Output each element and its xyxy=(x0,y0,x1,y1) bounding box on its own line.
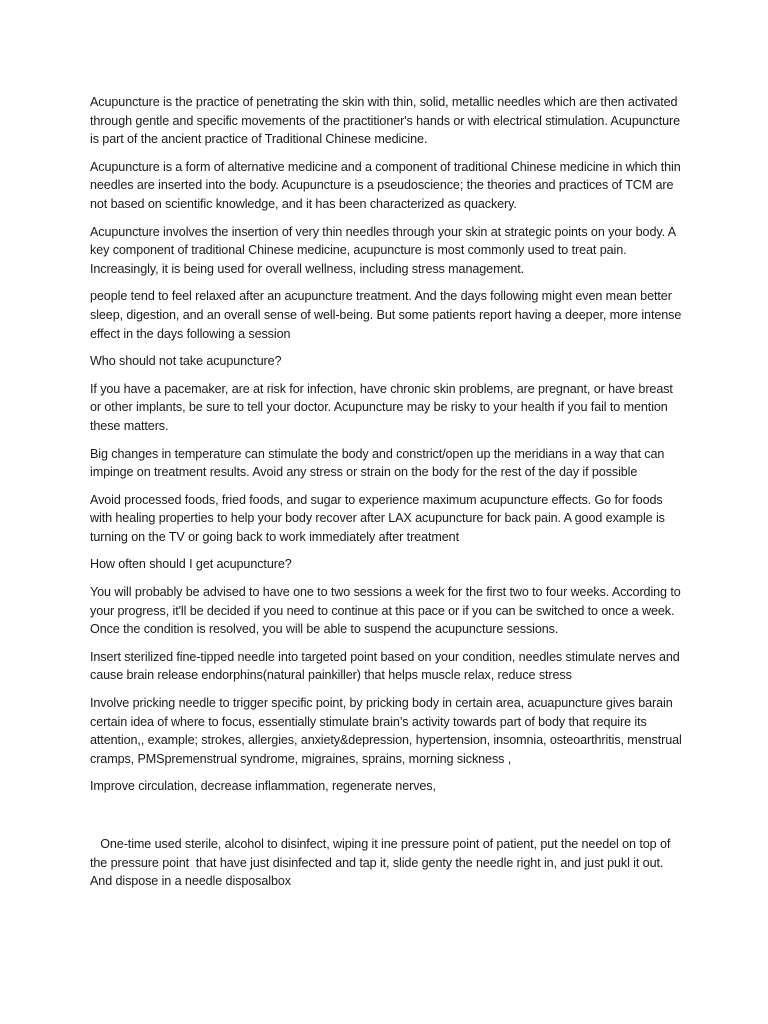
paragraph-temperature: Big changes in temperature can stimulate the body and constrict/open up the meridians in a way that can impinge on treatment results. Avoid any stress or strain on the body for the rest of the day if possible xyxy=(90,446,665,480)
document-body xyxy=(90,93,686,900)
paragraph-risks: If you have a pacemaker, are at risk for infection, have chronic skin problems, are pregnant, or have breast or other implants, be sure to tell your doctor. Acupuncture may be risky to your health if you fail to mention these matters. xyxy=(90,381,673,433)
paragraph-pricking: Involve pricking needle to trigger specific point, by pricking body in certain area, acuapuncture gives barain certain idea of where to focus, essentially stimulate brain’s activity towards part of body that require its attention,, example; strokes, allergies, anxiety&depression, hypertension, insomnia, osteoarthritis, menstrual cramps, PMSpremenstrual syndrome, migraines, sprains, morning sickness , xyxy=(90,696,682,766)
heading-how-often: How often should I get acupuncture? xyxy=(90,557,292,572)
paragraph-sterilized-needle: Insert sterilized fine-tipped needle into targeted point based on your condition, needles stimulate nerves and cause brain release endorphins(natural painkiller) that helps muscle relax, reduce stress xyxy=(90,649,680,683)
paragraph-procedure: One-time used sterile, alcohol to disinfect, wiping it ine pressure point of patient, put the needel on top of the pressure point that have just disinfected and tap it, slide genty the needle right in, and just pukl it out. And dispose in a needle disposalbox xyxy=(90,837,674,889)
paragraph-sessions: You will probably be advised to have one to two sessions a week for the first two to four weeks. According to your progress, it'll be decided if you need to continue at this pace or if you can be switched to once a week. Once the condition is resolved, you will be able to suspend the acupuncture sessions. xyxy=(90,585,681,637)
paragraph-relaxation: people tend to feel relaxed after an acupuncture treatment. And the days following might even mean better sleep, digestion, and an overall sense of well-being. But some patients report having a deeper, more intense effect in the days following a session xyxy=(90,289,682,341)
paragraph-diet: Avoid processed foods, fried foods, and sugar to experience maximum acupuncture effects. Go for foods with healing properties to help your body recover after LAX acupuncture for back pain. A good example is turning on the TV or going back to work immediately after treatment xyxy=(90,492,665,544)
paragraph-alternative-medicine: Acupuncture is a form of alternative medicine and a component of traditional Chinese medicine in which thin needles are inserted into the body. Acupuncture is a pseudoscience; the theories and practices of TCM are not based on scientific knowledge, and it has been characterized as quackery. xyxy=(90,159,681,211)
paragraph-benefits: Improve circulation, decrease inflammation, regenerate nerves, xyxy=(90,779,436,794)
heading-who-should-not: Who should not take acupuncture? xyxy=(90,354,282,369)
blank-gap xyxy=(90,805,686,835)
paragraph-definition: Acupuncture is the practice of penetrating the skin with thin, solid, metallic needles which are then activated through gentle and specific movements of the practitioner's hands or with electrical stimulation. Acupuncture is part of the ancient practice of Traditional Chinese medicine. xyxy=(90,95,681,147)
paragraph-insertion: Acupuncture involves the insertion of very thin needles through your skin at strategic points on your body. A key component of traditional Chinese medicine, acupuncture is most commonly used to treat pain. Increasingly, it is being used for overall wellness, including stress management. xyxy=(90,224,676,276)
